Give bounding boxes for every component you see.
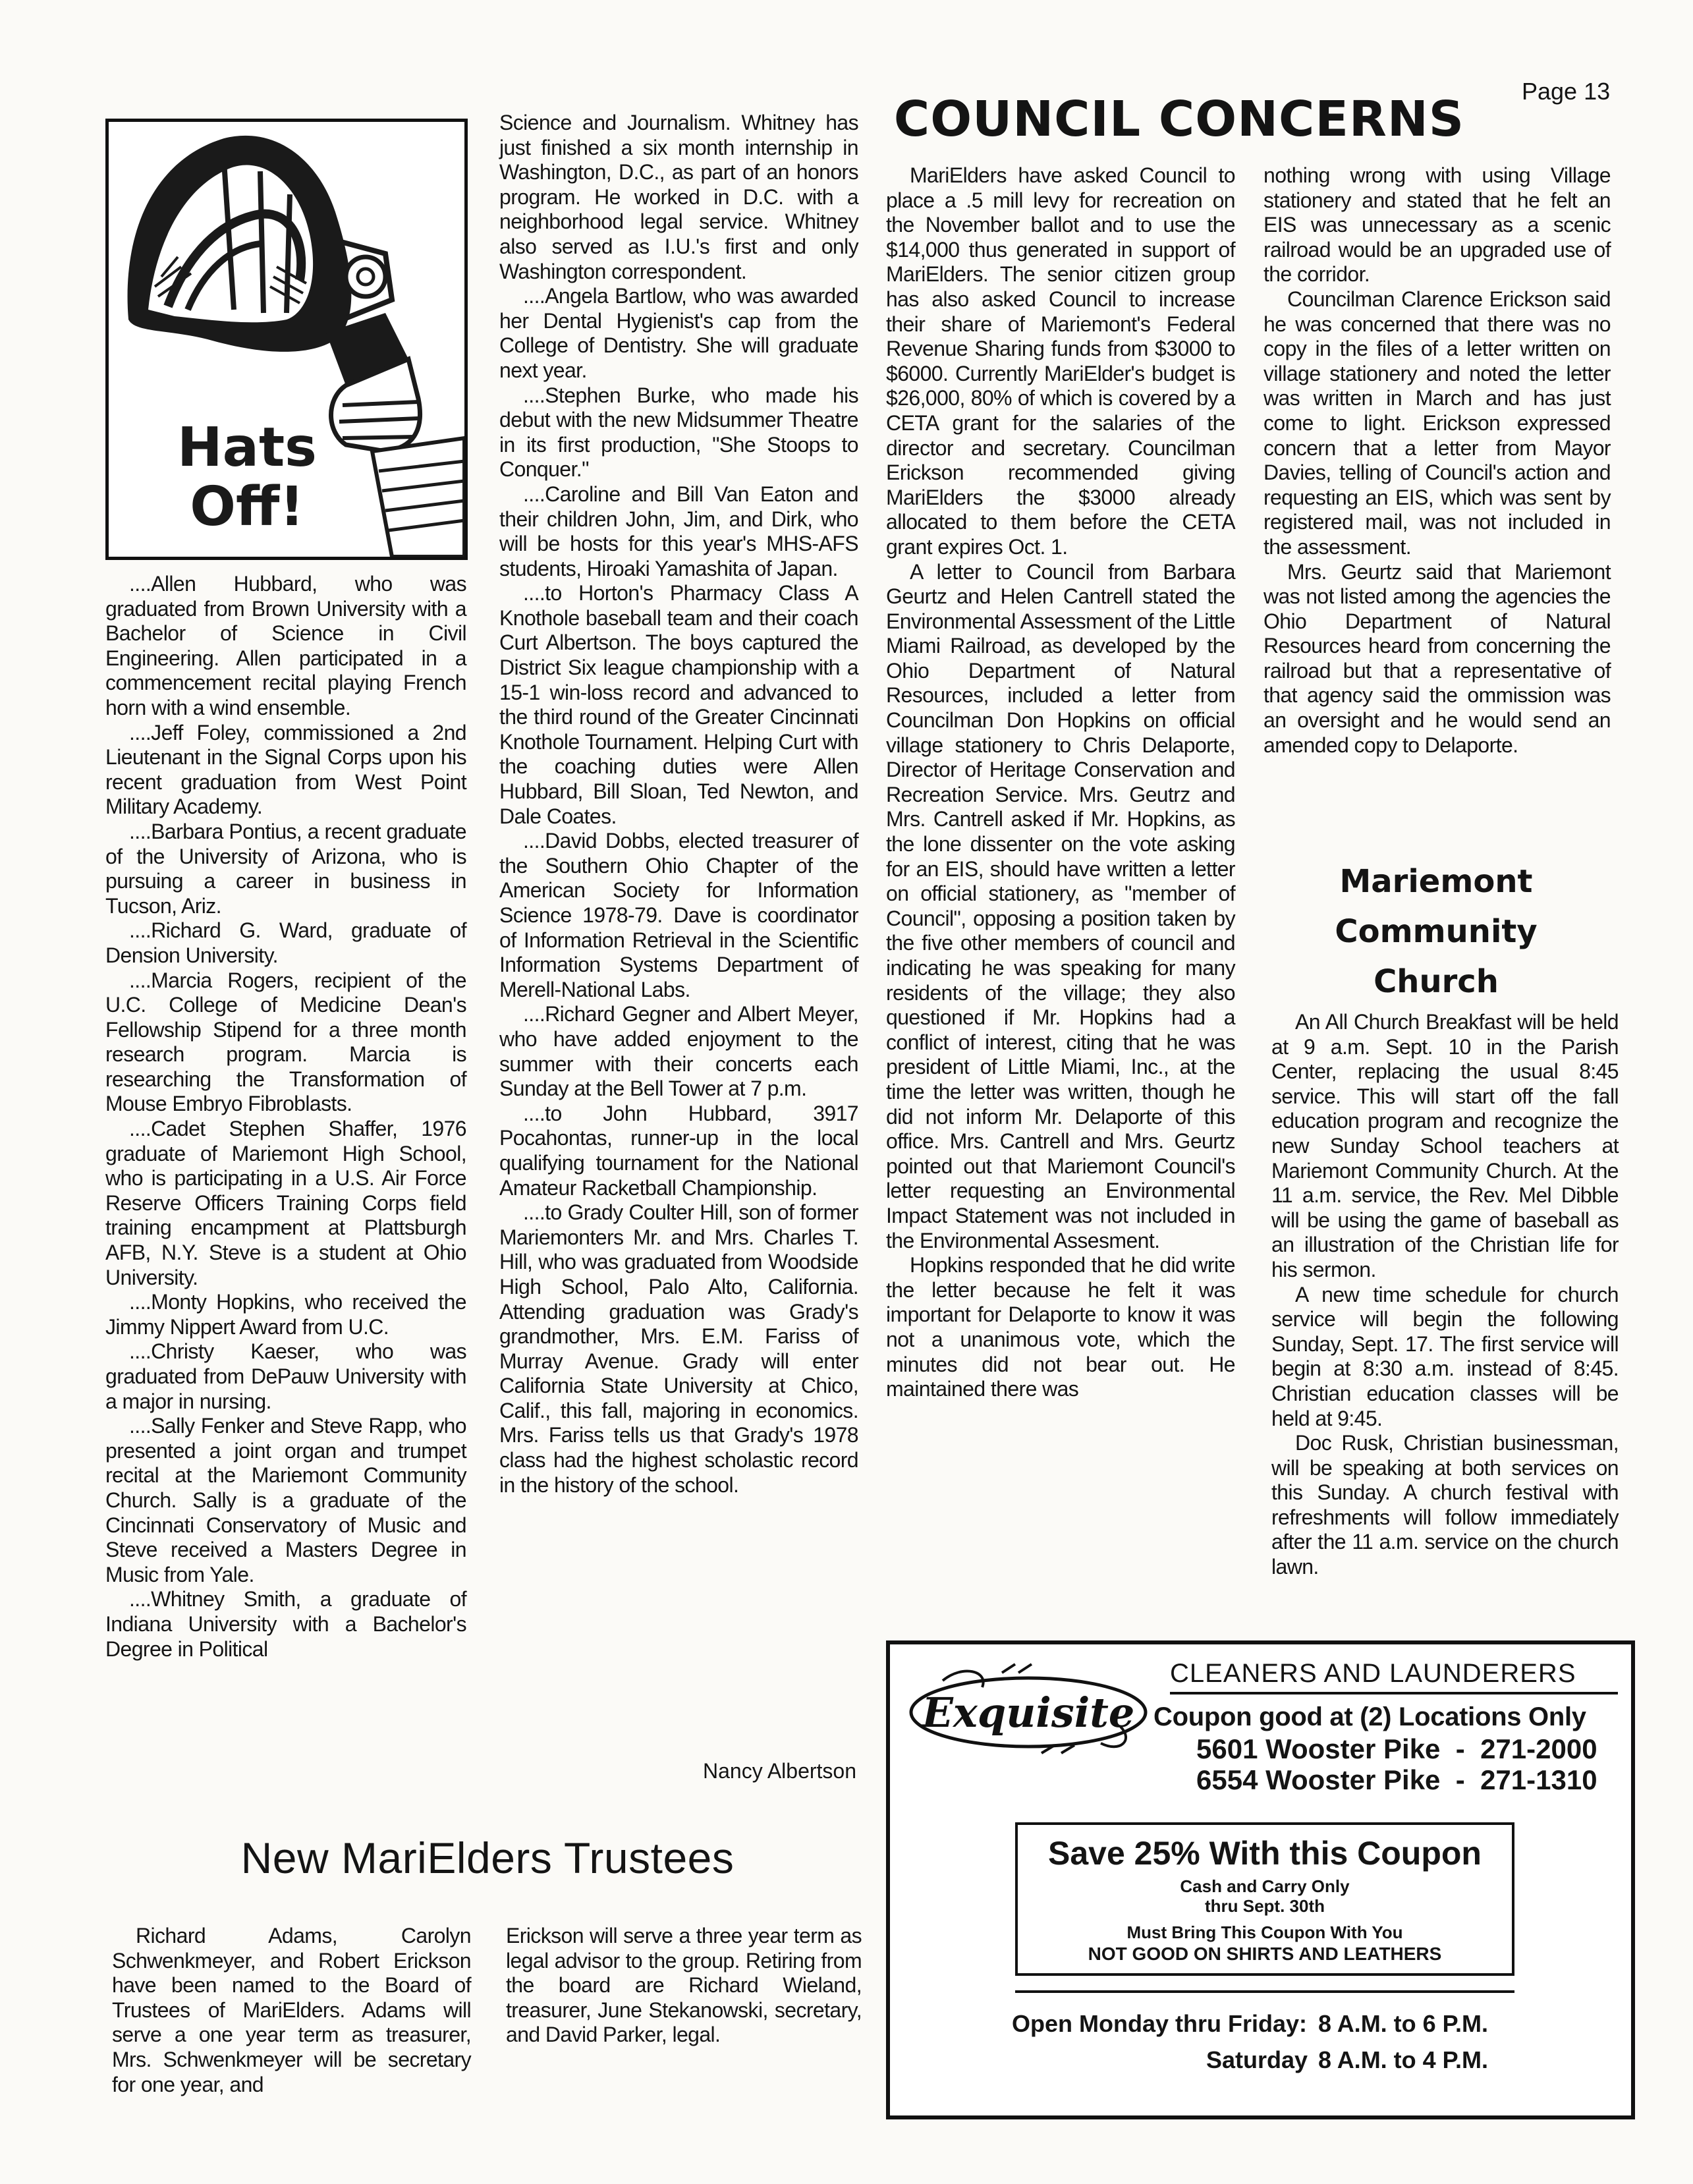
hats-paragraph: ....Richard Gegner and Albert Meyer, who have added enjoyment to the summer with their concerts each Sunday at the Bell Tower at 7 p.m. [499, 1002, 858, 1101]
byline: Nancy Albertson [702, 1759, 856, 1783]
weekday-label: Open Monday thru Friday: [1012, 2010, 1308, 2037]
hats-paragraph: ....Richard G. Ward, graduate of Dension University. [105, 918, 466, 967]
hats-paragraph: ....Angela Bartlow, who was awarded her Dental Hygienist's cap from the College of Dentistry. She will graduate next year. [499, 284, 858, 382]
hats-paragraph: ....Allen Hubbard, who was graduated from Brown University with a Bachelor of Science in Civil Engineering. Allen participated in a commencement recital playing French horn with a wind ensemble. [105, 572, 466, 719]
council-paragraph: A letter to Council from Barbara Geurtz and Helen Cantrell stated the Environmental Assessment of the Little Miami Railroad, as developed by the Ohio Department of Natural Resources, included a letter from Councilman Don Hopkins on official village stationery to Chris Delaporte, Director of Heritage Conservation and Recreation Service. Mrs. Geutrz and Mrs. Cantrell asked if Mr. Hopkins, as the lone dissenter on the vote asking for an EIS, should have written a letter on official stationery, as "member of Council", opposing a position taken by the five other members of council and indicating he was speaking for many residents of the village; they also questioned if Mr. Hopkins had a conflict of interest, citing that he was president of Little Miami, Inc., at the time the letter was written, though he did not inform Mr. Delaporte of this office. Mrs. Cantrell and Mrs. Geurtz pointed out that Mariemont Council's letter requesting an Environmental Impact Statement was not included in the Environmental Assesment. [886, 559, 1235, 1252]
church-paragraph: An All Church Breakfast will be held at 9 a.m. Sept. 10 in the Parish Center, replacing the usual 8:45 service. This will start off the fall education program and recognize the new Sunday School teachers at Mariemont Community Church. At the 11 a.m. service, the Rev. Mel Dibble will be using the game of baseball as an illustration of the Christian life for his sermon. [1271, 1010, 1619, 1281]
hats-paragraph: Science and Journalism. Whitney has just finished a six month internship in Washington, D.C., as part of an honors program. He worked in D.C. with a neighborhood legal service. Whitney also served as I.U.'s first and only Washington correspondent. [499, 111, 858, 283]
council-concerns-title: COUNCIL CONCERNS [893, 91, 1465, 148]
ad-header: CLEANERS AND LAUNDERERS [1170, 1659, 1576, 1688]
hours-rule [1015, 1990, 1514, 1993]
coupon-ad [886, 1640, 1635, 2119]
hats-paragraph: ....Jeff Foley, commissioned a 2nd Lieutenant in the Signal Corps upon his recent graduation from West Point Military Academy. [105, 720, 466, 819]
council-paragraph: Mrs. Geurtz said that Mariemont was not listed among the agencies the Ohio Department of Natural Resources heard from concerning the railroad but that a representative of that agency said the ommission was an oversight and he would send an amended copy to Delaporte. [1263, 559, 1611, 757]
page-number: Page 13 [1522, 78, 1611, 105]
church-title-line: Mariemont [1339, 863, 1533, 900]
council-paragraph: Councilman Clarence Erickson said he was concerned that there was no copy in the files of a letter written on village stationery and noted the letter was written in March and has just come to light. Erickson expressed concern that a letter from Mayor Davies, telling of Council's action and requesting an EIS, which was sent by registered mail, was not included in the assessment. [1263, 287, 1611, 559]
church-paragraph: A new time schedule for church service will begin the following Sunday, Sept. 17. The first service will begin at 8:30 a.m. instead of 8:45. Christian education classes will be held at 9:45. [1271, 1282, 1619, 1430]
hats-paragraph: ....Whitney Smith, a graduate of Indiana University with a Bachelor's Degree in Political [105, 1587, 466, 1661]
hats-paragraph: ....Caroline and Bill Van Eaton and their children John, Jim, and Dirk, who will be hosts for this year's MHS-AFS students, Hiroaki Yamashita of Japan. [499, 482, 858, 580]
council-column-1 [886, 163, 1235, 1402]
saturday-label: Saturday [1206, 2046, 1308, 2073]
hats-paragraph: ....to Horton's Pharmacy Class A Knothole baseball team and their coach Curt Albertson. The boys captured the District Six league championship with a 15-1 win-loss record and advanced to the third round of the Greater Cincinnati Knothole Tournament. Helping Curt with the coaching duties were Allen Hubbard, Bill Sloan, Ted Newton, and Dale Coates. [499, 581, 858, 828]
coupon-inner-box [1015, 1822, 1514, 1976]
council-paragraph: Hopkins responded that he did write the letter because he felt it was important for Delaporte to know it was not a unanimous vote, which the minutes did not bear out. He maintained there was [886, 1253, 1235, 1401]
coupon-locations: Coupon good at (2) Locations Only [1153, 1702, 1586, 1731]
not-good: NOT GOOD ON SHIRTS AND LEATHERS [1088, 1944, 1442, 1964]
trustees-paragraph: Erickson will serve a three year term as legal advisor to the group. Retiring from the board are Richard Wieland, treasurer, June Stekanowski, secretary, and David Parker, legal. [506, 1924, 862, 2047]
trustees-column-2 [506, 1924, 862, 2048]
hats-heading: Hats [177, 416, 317, 479]
hats-paragraph: ....Cadet Stephen Shaffer, 1976 graduate of Mariemont High School, who is participating in a U.S. Air Force Reserve Officers Training Corps field training encampment at Plattsburgh AFB, N.Y. Steve is a student at Ohio University. [105, 1117, 466, 1289]
off-heading: Off! [190, 476, 304, 538]
hats-off-column-1 [105, 572, 466, 1662]
council-paragraph: nothing wrong with using Village stationery and stated that he felt an EIS was unnecessary as a scenic railroad would be an upgraded use of the corridor. [1263, 163, 1611, 287]
church-paragraph: Doc Rusk, Christian businessman, will be speaking at both services on this Sunday. A church festival with refreshments will follow immediately after the 11 a.m. service on the church lawn. [1271, 1431, 1619, 1579]
hats-paragraph: ....David Dobbs, elected treasurer of the Southern Ohio Chapter of the American Society for Information Science 1978-79. Dave is coordinator of Information Retrieval in the Scientific Information Systems Department of Merell-National Labs. [499, 829, 858, 1001]
hats-off-illustration [105, 119, 468, 560]
hats-paragraph: ....Monty Hopkins, who received the Jimmy Nippert Award from U.C. [105, 1290, 466, 1339]
hats-paragraph: ....to Grady Coulter Hill, son of former Mariemonters Mr. and Mrs. Charles T. Hill, who was graduated from Woodside High School, Palo Alto, California. Attending graduation was Grady's grandmother, Mrs. E.M. Fariss of Murray Avenue. Grady will enter California State University at Chico, Calif., this fall, majoring in economics. Mrs. Fariss tells us that Grady's 1978 class had the highest scholastic record in the history of the school. [499, 1200, 858, 1497]
trustees-column-1 [112, 1924, 471, 2097]
location-2: 6554 Wooster Pike - 271-1310 [1196, 1764, 1597, 1795]
hats-paragraph: ....Stephen Burke, who made his debut with the new Midsummer Theatre in its first production, "She Stoops to Conquer." [499, 383, 858, 482]
church-title-line: Community [1335, 913, 1538, 950]
trustees-paragraph: Richard Adams, Carolyn Schwenkmeyer, and Robert Erickson have been named to the Board of Trustees of MariElders. Adams will serve a one year term as treasurer, Mrs. Schwenkmeyer will be secretary for one year, and [112, 1924, 471, 2096]
hats-paragraph: ....Sally Fenker and Steve Rapp, who presented a joint organ and trumpet recital at the Mariemont Community Church. Sally is a graduate of the Cincinnati Conservatory of Music and Steve received a Masters Degree in Music from Yale. [105, 1414, 466, 1586]
thru-date: thru Sept. 30th [1204, 1896, 1325, 1916]
save-title: Save 25% With this Coupon [1048, 1835, 1482, 1872]
saturday-hours: 8 A.M. to 4 P.M. [1318, 2046, 1489, 2073]
hats-off-column-2 [499, 111, 858, 1498]
cash-carry: Cash and Carry Only [1180, 1876, 1350, 1896]
trustees-title: New MariElders Trustees [240, 1834, 735, 1882]
church-column [1271, 1010, 1619, 1580]
exquisite-logo [903, 1661, 1153, 1760]
church-title-line: Church [1374, 963, 1499, 1000]
ad-header-rule [1170, 1692, 1618, 1694]
logo-text: Exquisite [922, 1689, 1135, 1737]
hats-paragraph: ....Barbara Pontius, a recent graduate of the University of Arizona, who is pursuing a career in business in Tucson, Ariz. [105, 819, 466, 918]
hats-paragraph: ....Christy Kaeser, who was graduated from DePauw University with a major in nursing. [105, 1339, 466, 1413]
hats-paragraph: ....to John Hubbard, 3917 Pocahontas, runner-up in the local qualifying tournament for the National Amateur Racketball Championship. [499, 1101, 858, 1200]
must-bring: Must Bring This Coupon With You [1126, 1922, 1403, 1942]
weekday-hours: 8 A.M. to 6 P.M. [1318, 2010, 1489, 2037]
location-1: 5601 Wooster Pike - 271-2000 [1196, 1733, 1597, 1764]
council-column-2 [1263, 163, 1611, 758]
hats-paragraph: ....Marcia Rogers, recipient of the U.C. College of Medicine Dean's Fellowship Stipend for a three month research program. Marcia is researching the Transformation of Mouse Embryo Fibroblasts. [105, 968, 466, 1116]
council-paragraph: MariElders have asked Council to place a .5 mill levy for recreation on the November ballot and to use the $14,000 thus generated in support of MariElders. The senior citizen group has also asked Council to increase their share of Mariemont's Federal Revenue Sharing funds from $3000 to $6000. Currently MariElder's budget is $26,000, 80% of which is covered by a CETA grant for the salaries of the director and secretary. Councilman Erickson recommended giving MariElders the $3000 already allocated to them before the CETA grant expires Oct. 1. [886, 163, 1235, 559]
church-title [1271, 856, 1601, 1007]
